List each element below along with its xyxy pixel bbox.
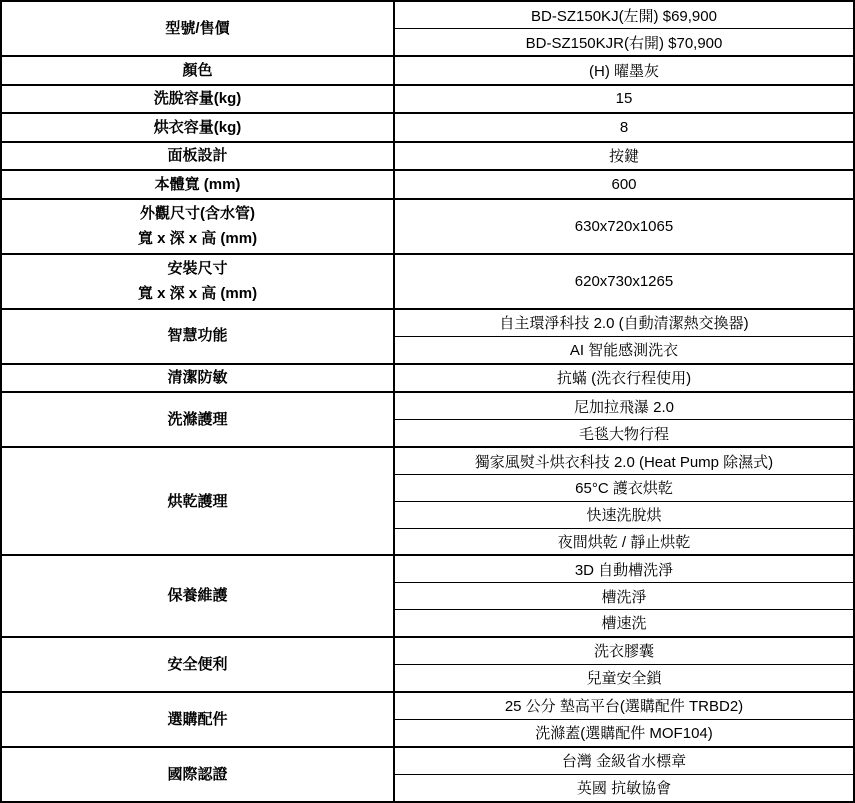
spec-label-text: 保養維護 [167, 587, 228, 605]
spec-values [395, 748, 853, 801]
spec-label-safety-convenience [2, 638, 395, 691]
spec-row-optional-accessories [2, 693, 853, 748]
spec-value-external-dimensions: 630x720x1065 [574, 217, 674, 235]
spec-row-clean-anti-allergy [2, 365, 853, 394]
spec-label-dry-capacity [2, 114, 395, 141]
spec-values [395, 448, 853, 554]
spec-label-panel-design [2, 143, 395, 170]
spec-values [395, 57, 853, 84]
spec-label-clean-anti-allergy [2, 365, 395, 392]
spec-row-external-dimensions [2, 200, 853, 255]
spec-row-smart-features [2, 310, 853, 365]
spec-row-wash-capacity [2, 86, 853, 115]
spec-values [395, 638, 853, 691]
spec-label-installation-dimensions [2, 255, 395, 308]
spec-label-color [2, 57, 395, 84]
spec-label-external-dimensions [2, 200, 395, 253]
spec-values [395, 693, 853, 746]
spec-values [395, 114, 853, 141]
spec-label-text-line2: 寬 x 深 x 高 (mm) [137, 285, 258, 303]
spec-value-installation-dimensions: 620x730x1265 [574, 272, 674, 290]
spec-value-blanket-course: 毛毯大物行程 [578, 425, 669, 443]
spec-value-heat-pump-dry: 獨家風熨斗烘衣科技 2.0 (Heat Pump 除濕式) [395, 448, 853, 475]
spec-row-certifications [2, 748, 853, 801]
spec-value-eco-clean-tech: 自主環淨科技 2.0 (自動清潔熱交換器) [395, 310, 853, 337]
spec-values [395, 393, 853, 446]
spec-value-niagara-wash: 尼加拉飛瀑 2.0 [395, 393, 853, 420]
spec-label-text: 本體寬 (mm) [154, 175, 241, 193]
spec-label-text-line1: 外觀尺寸(含水管) [140, 204, 255, 222]
spec-label-maintenance [2, 556, 395, 636]
spec-row-body-width [2, 171, 853, 200]
spec-row-maintenance [2, 556, 853, 638]
spec-label-text: 烘乾護理 [167, 492, 228, 510]
spec-value-anti-mite: 抗蟎 (洗衣行程使用) [556, 370, 692, 388]
spec-label-wash-care [2, 393, 395, 446]
spec-values [395, 365, 853, 392]
spec-row-installation-dimensions [2, 255, 853, 310]
spec-label-text: 清潔防敏 [167, 369, 228, 387]
spec-label-dry-care [2, 448, 395, 554]
spec-value-tub-quick-wash: 槽速洗 [601, 615, 647, 633]
spec-values [395, 86, 853, 113]
spec-value-model-left-open: BD-SZ150KJ(左開) $69,900 [395, 2, 853, 29]
spec-label-optional-accessories [2, 693, 395, 746]
spec-value-dry-capacity: 8 [619, 118, 629, 136]
spec-values [395, 2, 853, 55]
spec-label-smart-features [2, 310, 395, 363]
spec-value-quick-wash-dry: 快速洗脫烘 [395, 502, 853, 529]
spec-value-color: (H) 曜墨灰 [589, 62, 659, 80]
spec-value-wash-capacity: 15 [615, 90, 633, 108]
spec-values [395, 200, 853, 253]
spec-row-model-price [2, 2, 853, 57]
spec-label-text: 選購配件 [167, 710, 228, 728]
spec-value-ai-sensing-wash: AI 智能感測洗衣 [569, 342, 679, 360]
spec-values [395, 143, 853, 170]
spec-values [395, 556, 853, 636]
spec-value-model-right-open: BD-SZ150KJR(右開) $70,900 [525, 34, 723, 52]
spec-values [395, 171, 853, 198]
spec-value-taiwan-water-label: 台灣 金級省水標章 [395, 748, 853, 775]
spec-label-text: 面板設計 [167, 147, 228, 165]
spec-label-text: 顏色 [182, 61, 213, 79]
spec-value-tub-clean: 槽洗淨 [395, 583, 853, 610]
spec-label-body-width [2, 171, 395, 198]
spec-row-panel-design [2, 143, 853, 172]
spec-value-uk-allergy-assoc: 英國 抗敏協會 [576, 780, 672, 798]
spec-label-text: 智慧功能 [167, 327, 228, 345]
spec-label-model-price [2, 2, 395, 55]
spec-value-detergent-capsule: 洗衣膠囊 [395, 638, 853, 665]
spec-label-wash-capacity [2, 86, 395, 113]
spec-values [395, 310, 853, 363]
spec-row-wash-care [2, 393, 853, 448]
spec-label-certifications [2, 748, 395, 801]
spec-label-text: 洗滌護理 [167, 410, 228, 428]
spec-label-text: 型號/售價 [165, 19, 230, 37]
spec-row-safety-convenience [2, 638, 853, 693]
spec-row-dry-care [2, 448, 853, 556]
spec-label-text: 國際認證 [167, 765, 228, 783]
spec-value-panel-design: 按鍵 [608, 148, 639, 166]
spec-row-dry-capacity [2, 114, 853, 143]
spec-value-night-dry: 夜間烘乾 / 靜止烘乾 [557, 533, 691, 551]
spec-value-body-width: 600 [611, 175, 637, 193]
spec-value-65c-gentle-dry: 65°C 護衣烘乾 [395, 475, 853, 502]
spec-value-child-lock: 兒童安全鎖 [586, 670, 662, 688]
spec-values [395, 255, 853, 308]
spec-label-text-line1: 安裝尺寸 [167, 259, 228, 277]
spec-label-text: 洗脫容量(kg) [153, 90, 242, 108]
spec-label-text: 安全便利 [167, 655, 228, 673]
spec-value-pedestal: 25 公分 墊高平台(選購配件 TRBD2) [395, 693, 853, 720]
spec-value-3d-auto-tub-clean: 3D 自動槽洗淨 [395, 556, 853, 583]
spec-label-text-line2: 寬 x 深 x 高 (mm) [137, 230, 258, 248]
spec-value-wash-cover: 洗滌蓋(選購配件 MOF104) [535, 725, 713, 743]
spec-row-color [2, 57, 853, 86]
spec-label-text: 烘衣容量(kg) [153, 118, 242, 136]
